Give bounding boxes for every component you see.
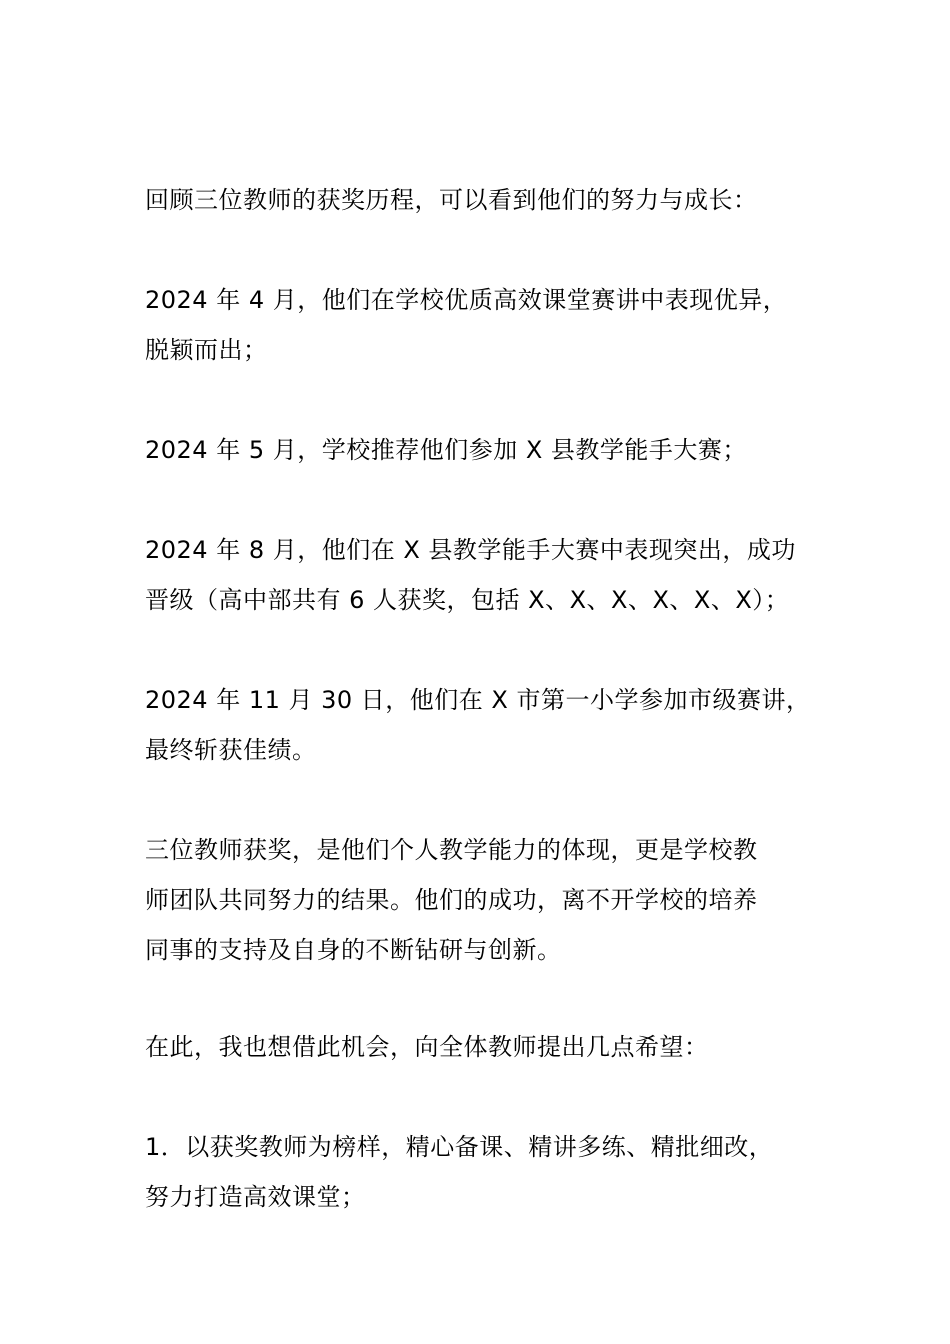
text-line: 同事的支持及自身的不断钻研与创新。 [145, 936, 562, 964]
text-line: 2024 年 5 月，学校推荐他们参加 X 县教学能手大赛； [145, 436, 747, 464]
text-line: 晋级（高中部共有 6 人获奖，包括 X、X、X、X、X、X）； [145, 586, 790, 614]
text-line: 脱颖而出； [145, 336, 268, 364]
text-line: 回顾三位教师的获奖历程，可以看到他们的努力与成长： [145, 186, 758, 214]
paragraph-hope-1 [145, 1122, 815, 1222]
text-line: 师团队共同努力的结果。他们的成功，离不开学校的培养 [145, 886, 758, 914]
paragraph-summary [145, 825, 815, 975]
paragraph-november-2024 [145, 675, 815, 775]
text-line: 2024 年 4 月，他们在学校优质高效课堂赛讲中表现优异， [145, 286, 788, 314]
text-line: 1．以获奖教师为榜样，精心备课、精讲多练、精批细改， [145, 1133, 774, 1161]
text-line: 最终斩获佳绩。 [145, 736, 317, 764]
paragraph-hopes-intro [145, 1022, 815, 1072]
text-line: 在此，我也想借此机会，向全体教师提出几点希望： [145, 1033, 709, 1061]
text-line: 2024 年 11 月 30 日，他们在 X 市第一小学参加市级赛讲， [145, 686, 811, 714]
paragraph-intro [145, 175, 815, 225]
text-line: 三位教师获奖，是他们个人教学能力的体现，更是学校教 [145, 836, 758, 864]
text-line: 努力打造高效课堂； [145, 1183, 366, 1211]
paragraph-may-2024 [145, 425, 815, 475]
paragraph-april-2024 [145, 275, 815, 375]
paragraph-august-2024 [145, 525, 815, 625]
text-line: 2024 年 8 月，他们在 X 县教学能手大赛中表现突出，成功 [145, 536, 796, 564]
